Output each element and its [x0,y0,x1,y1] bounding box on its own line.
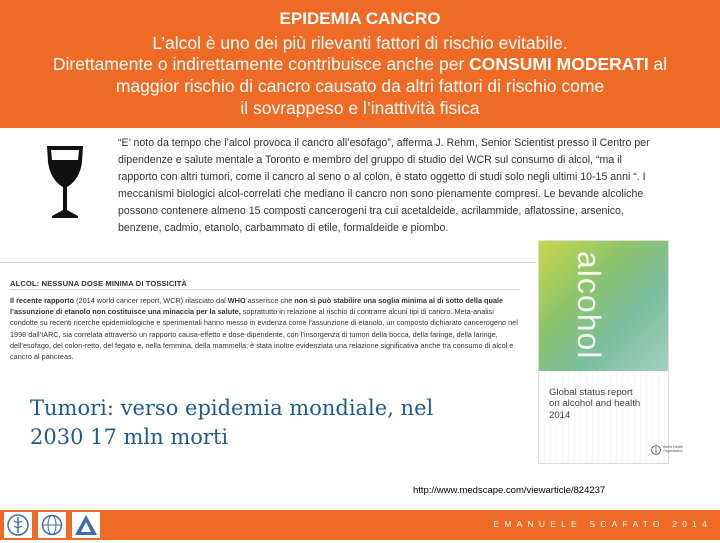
source-link[interactable]: http://www.medscape.com/viewarticle/824237 [413,485,606,496]
header-line-3: maggior rischio di cancro causato da altri fattori di rischio come [115,76,605,96]
section-underline [10,289,520,290]
footer-author: EMANUELE SCAFATO 2014 [493,519,712,529]
who-label: World Health Organization [663,445,684,453]
divider-top [0,262,536,263]
who-globe-icon [38,512,66,538]
who-report-cover [538,240,684,464]
slide-title: EPIDEMIA CANCRO [279,9,441,28]
caduceus-logo [4,512,32,538]
who-report-paragraph: Il recente rapporto (2014 world cancer report, WCR) rilasciato dal WHO asserisce che non si può stabilire una soglia minima al di sotto della quale l’assunzione di etanolo non costituisce una minaccia per la salute, soprattutto in relazione al rischio di contrarre alcuni tipi di cancro. Meta-analisi condotte su recenti ricerche epidemiologiche e sperimentali hanno messo in evidenza come l’assunzione di etanolo, un composto dichiarato cancerogeno nel 1998 dall’IARC, sia correlata attraverso un rapporto causa-effetto e dose-dipendente, con l’insorgenza di tumori della bocca, della faringe, della laringe, dell’esofago, del colon-retto, del fegato e, nella femmina, della mammella; è stata inoltre evidenziata una relazione significativa anche tra consumo di alcol e cancro al pancreas. [10,296,518,362]
who-logo [38,512,66,538]
who-emblem-icon [651,445,661,455]
wine-glass-icon [44,144,86,220]
header-line-4: il sovrappeso e l’inattività fisica [240,98,480,118]
cover-title: Global status report on alcohol and health 2014 [549,387,641,421]
header-line-2: Direttamente o indirettamente contribuisce anche per CONSUMI MODERATI al [52,54,668,74]
header-line-1: L’alcol è uno dei più rilevanti fattori di rischio evitabile. [152,33,568,53]
section-title: ALCOL: NESSUNA DOSE MINIMA DI TOSSICITÀ [10,279,188,288]
triangle-logo-icon [72,512,100,538]
institute-logo [72,512,100,538]
news-headline: Tumori: verso epidemia mondiale, nel 2030 17 mln morti [30,396,434,449]
moderate-consumption-emphasis: CONSUMI MODERATI [469,54,649,74]
caduceus-icon [4,512,32,538]
slide-header [0,0,720,128]
rehm-quote: “E’ noto da tempo che l’alcol provoca il cancro all’esofago”, afferma J. Rehm, Senior Scientist presso il Centro per dipendenze e salute mentale a Toronto e membro del gruppo di studio del WCR sul consumo di alcol, “ma il rapporto con altri tumori, come il cancro al seno o al colon, è stato oggetto di studi solo negli ultimi 10-15 anni “. I meccanismi biologici alcol-correlati che mediano il cancro non sono pienamente compresi. Le bevande alcoliche possono contenere almeno 15 composti cancerogeni tra cui acetaldeide, acrilammide, aflatossine, arsenico, benzene, cadmio, etanolo, carbammato di etile, formaldeide e piombo. [118,137,650,234]
cover-vertical-word: alcohol [571,251,607,360]
